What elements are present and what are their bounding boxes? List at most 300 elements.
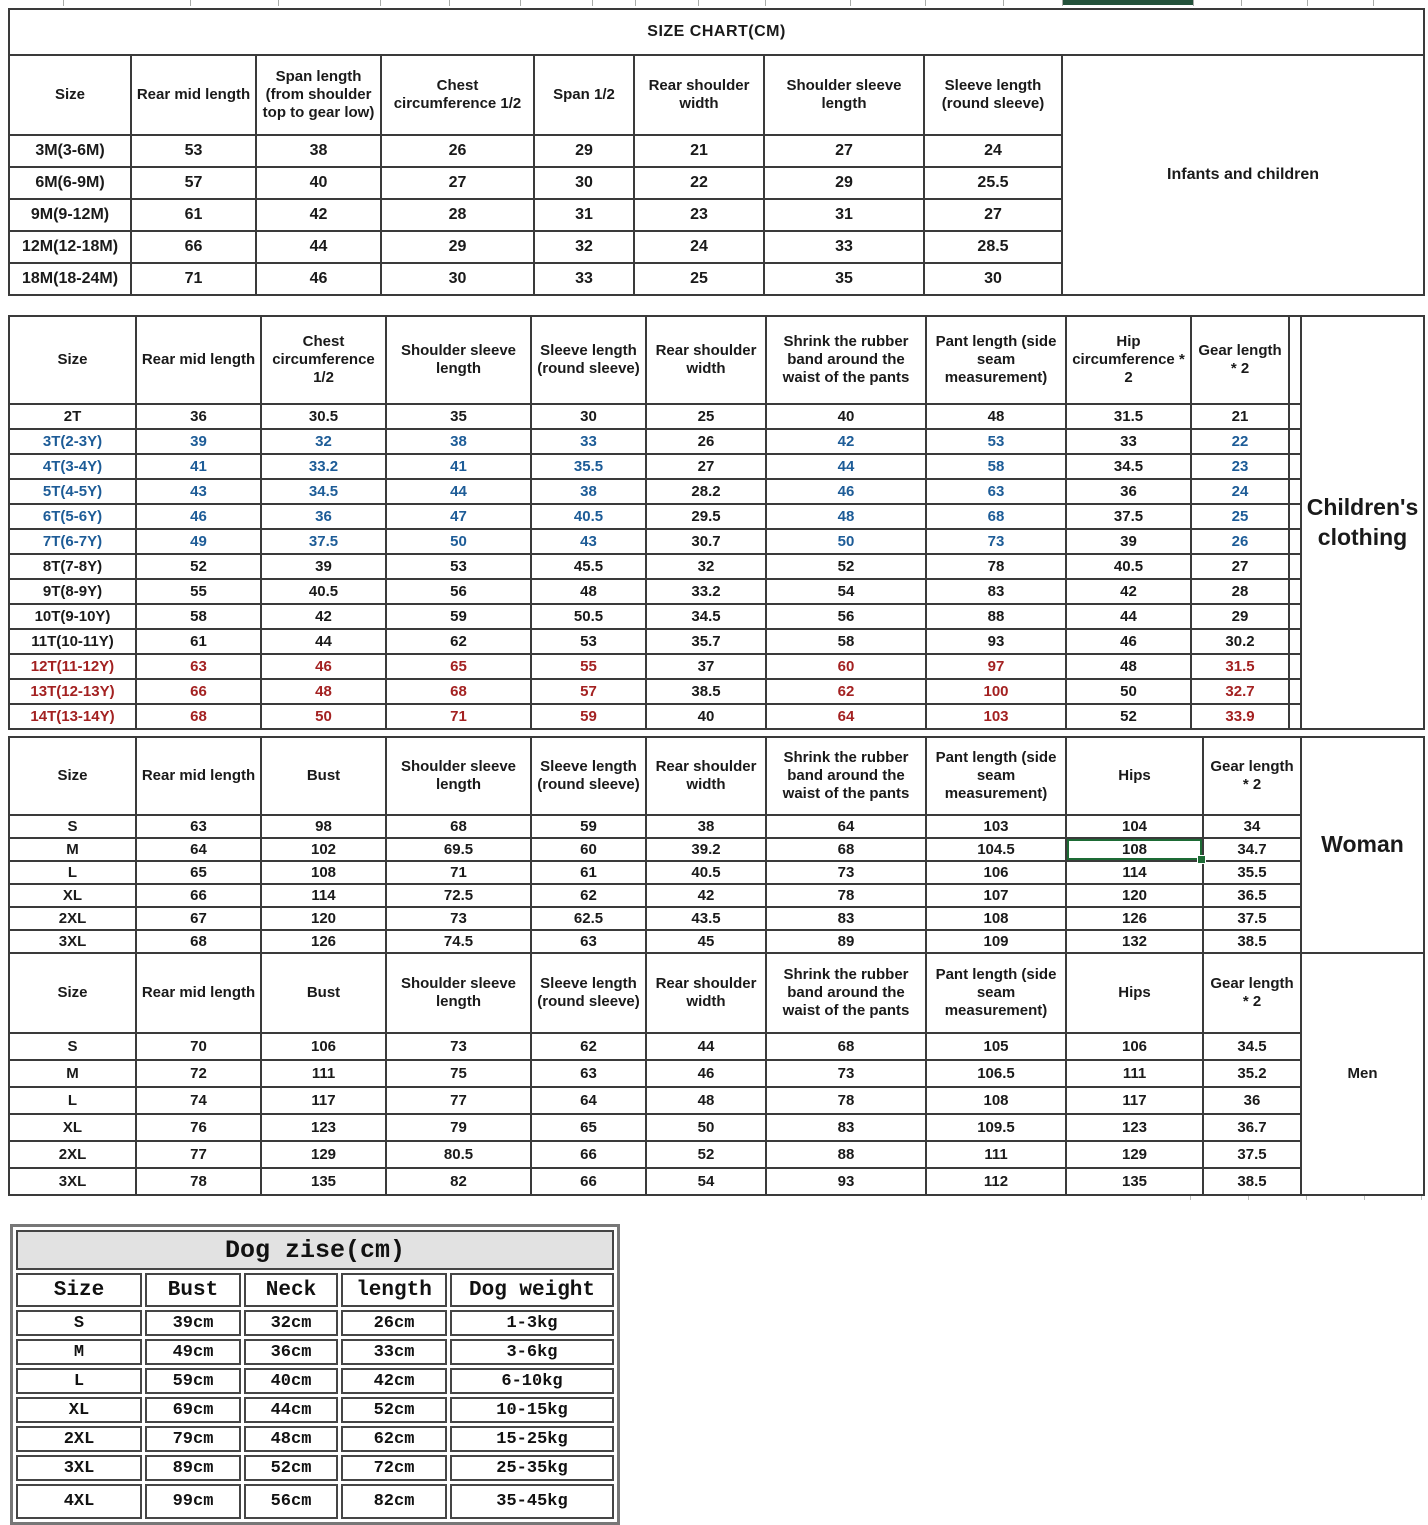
children-table-block: [8, 315, 1425, 730]
value-cell: 65: [386, 654, 531, 679]
dog-value-cell: 69cm: [145, 1397, 241, 1423]
value-cell: 93: [926, 629, 1066, 654]
value-cell: 28: [1191, 579, 1289, 604]
column-header: Chest circumference 1/2: [261, 316, 386, 404]
size-cell: S: [9, 815, 136, 838]
gridline-tick: [635, 0, 636, 6]
empty-column-header: [1289, 316, 1301, 404]
gridline-tick: [765, 0, 766, 6]
dog-value-cell: 89cm: [145, 1455, 241, 1481]
column-header: Gear length * 2: [1191, 316, 1289, 404]
value-cell: 53: [531, 629, 646, 654]
value-cell: 40: [256, 167, 381, 199]
gridline-tick: [1241, 0, 1242, 6]
value-cell: 37.5: [261, 529, 386, 554]
value-cell: 45: [646, 930, 766, 953]
value-cell: 38.5: [1203, 1168, 1301, 1195]
size-cell: L: [9, 1087, 136, 1114]
column-header: Bust: [261, 737, 386, 815]
value-cell: 44: [1066, 604, 1191, 629]
table-row: [9, 404, 1424, 429]
value-cell: 70: [136, 1033, 261, 1060]
empty-cell: [1289, 454, 1301, 479]
value-cell: 46: [136, 504, 261, 529]
group-label: Infants and children: [1062, 55, 1424, 295]
dog-table-row: [16, 1397, 614, 1423]
value-cell: 60: [531, 838, 646, 861]
dog-size-cell: 2XL: [16, 1426, 142, 1452]
dog-table-row: [16, 1484, 614, 1519]
size-chart-title: SIZE CHART(CM): [9, 9, 1424, 55]
value-cell: 27: [764, 135, 924, 167]
value-cell: 31: [764, 199, 924, 231]
value-cell: 48: [1066, 654, 1191, 679]
value-cell: 69.5: [386, 838, 531, 861]
gridline-tick: [1306, 1196, 1307, 1200]
header-row: [9, 737, 1424, 815]
value-cell: 129: [1066, 1141, 1203, 1168]
value-cell: 38: [531, 479, 646, 504]
gridline-tick: [63, 0, 64, 6]
value-cell: 63: [926, 479, 1066, 504]
value-cell: 40.5: [261, 579, 386, 604]
value-cell: 66: [131, 231, 256, 263]
gridline-tick: [698, 0, 699, 6]
dog-size-cell: S: [16, 1310, 142, 1336]
dog-value-cell: 42cm: [341, 1368, 447, 1394]
value-cell: 29: [1191, 604, 1289, 629]
infants-table-block: [8, 8, 1425, 296]
value-cell: 72.5: [386, 884, 531, 907]
value-cell: 33.9: [1191, 704, 1289, 729]
dog-value-cell: 49cm: [145, 1339, 241, 1365]
value-cell: 48: [926, 404, 1066, 429]
value-cell: 76: [136, 1114, 261, 1141]
value-cell: 25.5: [924, 167, 1062, 199]
size-cell: 8T(7-8Y): [9, 554, 136, 579]
value-cell: 63: [531, 1060, 646, 1087]
size-cell: 3XL: [9, 1168, 136, 1195]
value-cell: 68: [386, 679, 531, 704]
value-cell: 52: [646, 1141, 766, 1168]
gridline-tick: [1003, 0, 1004, 6]
dog-value-cell: 79cm: [145, 1426, 241, 1452]
empty-cell: [1289, 429, 1301, 454]
value-cell: 48: [646, 1087, 766, 1114]
value-cell: 68: [386, 815, 531, 838]
value-cell: 31.5: [1066, 404, 1191, 429]
column-header: Pant length (side seam measurement): [926, 316, 1066, 404]
value-cell: 111: [926, 1141, 1066, 1168]
value-cell: 104: [1066, 815, 1203, 838]
value-cell: 103: [926, 815, 1066, 838]
dog-column-header: Neck: [244, 1273, 338, 1307]
value-cell: 126: [1066, 907, 1203, 930]
value-cell: 82: [386, 1168, 531, 1195]
value-cell: 120: [261, 907, 386, 930]
value-cell: 27: [381, 167, 534, 199]
value-cell: 68: [136, 930, 261, 953]
value-cell: 22: [1191, 429, 1289, 454]
value-cell: 32: [646, 554, 766, 579]
value-cell: 61: [131, 199, 256, 231]
value-cell: 27: [1191, 554, 1289, 579]
value-cell: 112: [926, 1168, 1066, 1195]
value-cell: 106: [261, 1033, 386, 1060]
children-table: [8, 315, 1425, 730]
value-cell: 58: [766, 629, 926, 654]
value-cell: 42: [1066, 579, 1191, 604]
gridline-tick: [1062, 0, 1063, 6]
column-header: Sleeve length (round sleeve): [531, 953, 646, 1033]
value-cell: 21: [1191, 404, 1289, 429]
dog-value-cell: 99cm: [145, 1484, 241, 1519]
value-cell: 24: [634, 231, 764, 263]
value-cell: 30: [381, 263, 534, 295]
value-cell: 106.5: [926, 1060, 1066, 1087]
value-cell: 46: [646, 1060, 766, 1087]
size-cell: 3XL: [9, 930, 136, 953]
value-cell: 37.5: [1203, 907, 1301, 930]
size-cell: XL: [9, 1114, 136, 1141]
value-cell: 26: [646, 429, 766, 454]
size-cell: M: [9, 838, 136, 861]
value-cell: 28.5: [924, 231, 1062, 263]
value-cell: 40: [646, 704, 766, 729]
value-cell: 71: [131, 263, 256, 295]
value-cell: 68: [766, 838, 926, 861]
value-cell: 31.5: [1191, 654, 1289, 679]
value-cell: 35: [764, 263, 924, 295]
value-cell: 74: [136, 1087, 261, 1114]
size-cell: 4T(3-4Y): [9, 454, 136, 479]
dog-column-header: length: [341, 1273, 447, 1307]
value-cell: 59: [531, 815, 646, 838]
size-cell: 13T(12-13Y): [9, 679, 136, 704]
value-cell: 36: [1066, 479, 1191, 504]
value-cell: 29: [534, 135, 634, 167]
value-cell: 103: [926, 704, 1066, 729]
value-cell: 25: [646, 404, 766, 429]
value-cell: 44: [766, 454, 926, 479]
value-cell: 114: [261, 884, 386, 907]
value-cell: 66: [531, 1168, 646, 1195]
value-cell: 28: [381, 199, 534, 231]
dog-value-cell: 3-6kg: [450, 1339, 614, 1365]
table-row: [9, 479, 1424, 504]
dog-value-cell: 48cm: [244, 1426, 338, 1452]
column-header: Pant length (side seam measurement): [926, 737, 1066, 815]
column-header: Sleeve length (round sleeve): [924, 55, 1062, 135]
value-cell: 66: [136, 884, 261, 907]
value-cell: 37.5: [1203, 1141, 1301, 1168]
value-cell: 66: [531, 1141, 646, 1168]
gridline-tick: [1364, 1196, 1365, 1200]
value-cell: 32: [534, 231, 634, 263]
column-header: Rear shoulder width: [634, 55, 764, 135]
value-cell: 29: [764, 167, 924, 199]
value-cell: 37.5: [1066, 504, 1191, 529]
value-cell: 34.5: [1203, 1033, 1301, 1060]
size-cell: 12T(11-12Y): [9, 654, 136, 679]
value-cell: 53: [131, 135, 256, 167]
empty-cell: [1289, 604, 1301, 629]
table-row: [9, 930, 1424, 953]
empty-cell: [1289, 554, 1301, 579]
value-cell: 114: [1066, 861, 1203, 884]
value-cell: 59: [386, 604, 531, 629]
value-cell: 32: [261, 429, 386, 454]
value-cell: 36: [261, 504, 386, 529]
value-cell: 83: [926, 579, 1066, 604]
value-cell: 117: [261, 1087, 386, 1114]
value-cell: 98: [261, 815, 386, 838]
value-cell: 38.5: [1203, 930, 1301, 953]
value-cell: 38: [646, 815, 766, 838]
value-cell: 60: [766, 654, 926, 679]
column-header: Shrink the rubber band around the waist of the pants: [766, 737, 926, 815]
value-cell: 83: [766, 1114, 926, 1141]
column-header: Hips: [1066, 953, 1203, 1033]
dog-size-cell: 3XL: [16, 1455, 142, 1481]
value-cell: 24: [924, 135, 1062, 167]
column-header: Shrink the rubber band around the waist of the pants: [766, 953, 926, 1033]
value-cell: 33: [534, 263, 634, 295]
value-cell: 61: [531, 861, 646, 884]
value-cell: 109.5: [926, 1114, 1066, 1141]
dog-size-table-block: [10, 1224, 620, 1525]
value-cell: 36: [136, 404, 261, 429]
value-cell: 68: [136, 704, 261, 729]
value-cell: 35.5: [1203, 861, 1301, 884]
column-header: Shrink the rubber band around the waist of the pants: [766, 316, 926, 404]
value-cell: 46: [1066, 629, 1191, 654]
size-cell: 11T(10-11Y): [9, 629, 136, 654]
value-cell: 34.5: [1066, 454, 1191, 479]
value-cell: 50: [386, 529, 531, 554]
size-cell: 6M(6-9M): [9, 167, 131, 199]
value-cell: 33: [764, 231, 924, 263]
value-cell: 63: [531, 930, 646, 953]
empty-cell: [1289, 504, 1301, 529]
value-cell: 66: [136, 679, 261, 704]
value-cell: 109: [926, 930, 1066, 953]
dog-column-header: Dog weight: [450, 1273, 614, 1307]
value-cell: 64: [766, 815, 926, 838]
table-row: [9, 1141, 1424, 1168]
value-cell: 39: [261, 554, 386, 579]
table-row: [9, 1060, 1424, 1087]
value-cell: 78: [766, 1087, 926, 1114]
column-header: Size: [9, 55, 131, 135]
value-cell: 30: [534, 167, 634, 199]
value-cell: 120: [1066, 884, 1203, 907]
header-row: [9, 953, 1424, 1033]
dog-size-cell: L: [16, 1368, 142, 1394]
size-cell: 10T(9-10Y): [9, 604, 136, 629]
value-cell: 22: [634, 167, 764, 199]
value-cell: 44: [386, 479, 531, 504]
value-cell: 123: [261, 1114, 386, 1141]
value-cell: 44: [256, 231, 381, 263]
value-cell: 117: [1066, 1087, 1203, 1114]
gridline-tick: [1190, 1196, 1191, 1200]
size-cell: M: [9, 1060, 136, 1087]
value-cell: 25: [634, 263, 764, 295]
value-cell: 107: [926, 884, 1066, 907]
group-label: Men: [1301, 953, 1424, 1195]
dog-value-cell: 59cm: [145, 1368, 241, 1394]
column-header: Bust: [261, 953, 386, 1033]
value-cell: 39.2: [646, 838, 766, 861]
dog-value-cell: 52cm: [244, 1455, 338, 1481]
value-cell: 42: [261, 604, 386, 629]
column-header: Hips: [1066, 737, 1203, 815]
value-cell: 132: [1066, 930, 1203, 953]
value-cell: 68: [926, 504, 1066, 529]
value-cell: 53: [386, 554, 531, 579]
column-header: Shoulder sleeve length: [386, 953, 531, 1033]
value-cell: 83: [766, 907, 926, 930]
value-cell: 40.5: [646, 861, 766, 884]
value-cell: 135: [261, 1168, 386, 1195]
column-header: Rear mid length: [136, 953, 261, 1033]
table-row: [9, 815, 1424, 838]
value-cell: 34.5: [261, 479, 386, 504]
value-cell: 30.5: [261, 404, 386, 429]
column-header: Span length (from shoulder top to gear low): [256, 55, 381, 135]
dog-value-cell: 6-10kg: [450, 1368, 614, 1394]
value-cell: 64: [136, 838, 261, 861]
column-header: Shoulder sleeve length: [764, 55, 924, 135]
value-cell: 88: [766, 1141, 926, 1168]
value-cell: 108: [926, 1087, 1066, 1114]
value-cell: 79: [386, 1114, 531, 1141]
gridline-tick: [592, 0, 593, 6]
gridline-tick: [850, 0, 851, 6]
value-cell: 52: [766, 554, 926, 579]
table-row: [9, 907, 1424, 930]
column-header: Sleeve length (round sleeve): [531, 316, 646, 404]
size-cell: 2XL: [9, 907, 136, 930]
column-header: Size: [9, 737, 136, 815]
column-header: Rear mid length: [131, 55, 256, 135]
value-cell: 42: [766, 429, 926, 454]
infants-table: [8, 8, 1425, 296]
size-cell: 3M(3-6M): [9, 135, 131, 167]
value-cell: 78: [926, 554, 1066, 579]
value-cell: 34: [1203, 815, 1301, 838]
dog-value-cell: 15-25kg: [450, 1426, 614, 1452]
empty-cell: [1289, 404, 1301, 429]
size-cell: S: [9, 1033, 136, 1060]
dog-value-cell: 39cm: [145, 1310, 241, 1336]
value-cell: 42: [646, 884, 766, 907]
value-cell: 71: [386, 861, 531, 884]
value-cell: 71: [386, 704, 531, 729]
value-cell: 32.7: [1191, 679, 1289, 704]
dog-size-cell: M: [16, 1339, 142, 1365]
gridline-tick: [1307, 0, 1308, 6]
value-cell: 38.5: [646, 679, 766, 704]
empty-cell: [1289, 479, 1301, 504]
dog-value-cell: 40cm: [244, 1368, 338, 1394]
value-cell: 65: [531, 1114, 646, 1141]
value-cell: 30.7: [646, 529, 766, 554]
men-table-block: [8, 952, 1425, 1196]
size-cell: XL: [9, 884, 136, 907]
empty-cell: [1289, 654, 1301, 679]
value-cell: 75: [386, 1060, 531, 1087]
value-cell: 54: [646, 1168, 766, 1195]
value-cell: 44: [261, 629, 386, 654]
size-cell: 9M(9-12M): [9, 199, 131, 231]
value-cell: 56: [766, 604, 926, 629]
value-cell: 58: [926, 454, 1066, 479]
value-cell: 129: [261, 1141, 386, 1168]
value-cell: 38: [256, 135, 381, 167]
value-cell: 52: [1066, 704, 1191, 729]
dog-table-row: [16, 1426, 614, 1452]
header-row: [9, 55, 1424, 135]
gridline-tick: [520, 0, 521, 6]
column-header: Size: [9, 316, 136, 404]
value-cell: 108: [926, 907, 1066, 930]
group-label: Children's clothing: [1301, 316, 1424, 729]
dog-value-cell: 52cm: [341, 1397, 447, 1423]
value-cell: 47: [386, 504, 531, 529]
value-cell: 50.5: [531, 604, 646, 629]
value-cell: 100: [926, 679, 1066, 704]
value-cell: 65: [136, 861, 261, 884]
value-cell: 48: [261, 679, 386, 704]
value-cell: 21: [634, 135, 764, 167]
value-cell: 40.5: [1066, 554, 1191, 579]
table-row: [9, 654, 1424, 679]
size-cell: 14T(13-14Y): [9, 704, 136, 729]
value-cell: 45.5: [531, 554, 646, 579]
value-cell: 72: [136, 1060, 261, 1087]
column-header: Gear length * 2: [1203, 737, 1301, 815]
value-cell: 63: [136, 815, 261, 838]
size-cell: 12M(12-18M): [9, 231, 131, 263]
dog-value-cell: 36cm: [244, 1339, 338, 1365]
value-cell: 62: [386, 629, 531, 654]
dog-column-header: Size: [16, 1273, 142, 1307]
value-cell: 30: [531, 404, 646, 429]
value-cell: 27: [646, 454, 766, 479]
value-cell: 30.2: [1191, 629, 1289, 654]
dog-size-table: [10, 1224, 620, 1525]
dog-value-cell: 72cm: [341, 1455, 447, 1481]
value-cell: 80.5: [386, 1141, 531, 1168]
value-cell: 64: [531, 1087, 646, 1114]
value-cell: 25: [1191, 504, 1289, 529]
table-row: [9, 838, 1424, 861]
column-header: Hip circumference * 2: [1066, 316, 1191, 404]
value-cell: 43: [531, 529, 646, 554]
value-cell: 50: [1066, 679, 1191, 704]
column-header: Span 1/2: [534, 55, 634, 135]
value-cell: 33: [1066, 429, 1191, 454]
value-cell: 89: [766, 930, 926, 953]
value-cell: 93: [766, 1168, 926, 1195]
value-cell: 42: [256, 199, 381, 231]
empty-cell: [1289, 529, 1301, 554]
dog-value-cell: 10-15kg: [450, 1397, 614, 1423]
value-cell: 56: [386, 579, 531, 604]
value-cell: 50: [261, 704, 386, 729]
